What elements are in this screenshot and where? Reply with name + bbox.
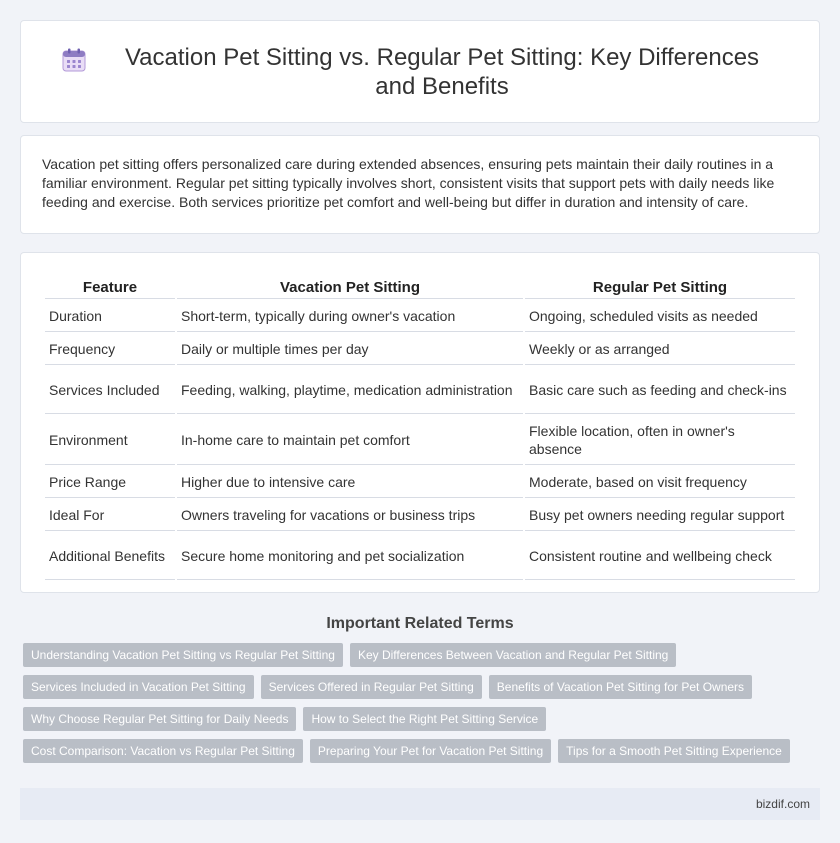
- table-cell: Secure home monitoring and pet socialization: [177, 533, 523, 580]
- related-term-link[interactable]: Services Offered in Regular Pet Sitting: [261, 675, 482, 699]
- related-term-link[interactable]: How to Select the Right Pet Sitting Service: [303, 707, 546, 731]
- table-cell: Daily or multiple times per day: [177, 334, 523, 365]
- table-cell: Higher due to intensive care: [177, 467, 523, 498]
- table-cell: Ideal For: [45, 500, 175, 531]
- header-vacation-pet-sitting: Vacation Pet Sitting: [177, 277, 523, 299]
- footer: [20, 788, 820, 820]
- table-cell: Consistent routine and wellbeing check: [525, 533, 795, 580]
- table-cell: Ongoing, scheduled visits as needed: [525, 301, 795, 332]
- table-cell: Basic care such as feeding and check-ins: [525, 367, 795, 414]
- table-cell: Feeding, walking, playtime, medication administration: [177, 367, 523, 414]
- table-row: [45, 367, 795, 414]
- footer-site-link[interactable]: bizdif.com: [755, 797, 810, 811]
- table-cell: Moderate, based on visit frequency: [525, 467, 795, 498]
- table-row: [45, 334, 795, 365]
- table-row: [45, 467, 795, 498]
- intro-paragraph: Vacation pet sitting offers personalized care during extended absences, ensuring pets maintain their daily routines in a familiar environment. Regular pet sitting typically involves short, consistent visits that support pets with daily needs like feeding and exercise. Both services prioritize pet comfort and well-being but differ in duration and intensity of care.: [42, 156, 775, 210]
- table-cell: Environment: [45, 416, 175, 465]
- table-cell: Duration: [45, 301, 175, 332]
- table-cell: Additional Benefits: [45, 533, 175, 580]
- title-card: [20, 20, 820, 123]
- related-term-link[interactable]: Cost Comparison: Vacation vs Regular Pet Sitting: [23, 739, 303, 763]
- table-cell: Services Included: [45, 367, 175, 414]
- table-cell: Frequency: [45, 334, 175, 365]
- title-row: [61, 43, 779, 101]
- table-row: [45, 416, 795, 465]
- header-feature: Feature: [45, 277, 175, 299]
- page-title: Vacation Pet Sitting vs. Regular Pet Sitting: Key Differences and Benefits: [124, 43, 760, 100]
- related-terms-title: Important Related Terms: [326, 615, 514, 632]
- intro-card: [20, 135, 820, 234]
- table-cell: Flexible location, often in owner's absence: [525, 416, 795, 465]
- related-term-link[interactable]: Understanding Vacation Pet Sitting vs Regular Pet Sitting: [23, 643, 343, 667]
- table-cell: Owners traveling for vacations or business trips: [177, 500, 523, 531]
- related-term-link[interactable]: Why Choose Regular Pet Sitting for Daily Needs: [23, 707, 296, 731]
- table-cell: Price Range: [45, 467, 175, 498]
- table-header-row: [45, 277, 795, 299]
- table-cell: Short-term, typically during owner's vacation: [177, 301, 523, 332]
- header-regular-pet-sitting: Regular Pet Sitting: [525, 277, 795, 299]
- related-terms-list: [20, 643, 820, 771]
- related-term-link[interactable]: Key Differences Between Vacation and Regular Pet Sitting: [350, 643, 676, 667]
- related-term-link[interactable]: Benefits of Vacation Pet Sitting for Pet Owners: [489, 675, 752, 699]
- related-term-link[interactable]: Services Included in Vacation Pet Sitting: [23, 675, 254, 699]
- table-cell: Busy pet owners needing regular support: [525, 500, 795, 531]
- table-row: [45, 533, 795, 580]
- table-row: [45, 500, 795, 531]
- table-cell: In-home care to maintain pet comfort: [177, 416, 523, 465]
- related-term-link[interactable]: Tips for a Smooth Pet Sitting Experience: [558, 739, 790, 763]
- table-cell: Weekly or as arranged: [525, 334, 795, 365]
- calendar-icon: [61, 47, 87, 73]
- comparison-table: [43, 275, 797, 582]
- table-row: [45, 301, 795, 332]
- related-term-link[interactable]: Preparing Your Pet for Vacation Pet Sitting: [310, 739, 551, 763]
- comparison-table-card: [20, 252, 820, 593]
